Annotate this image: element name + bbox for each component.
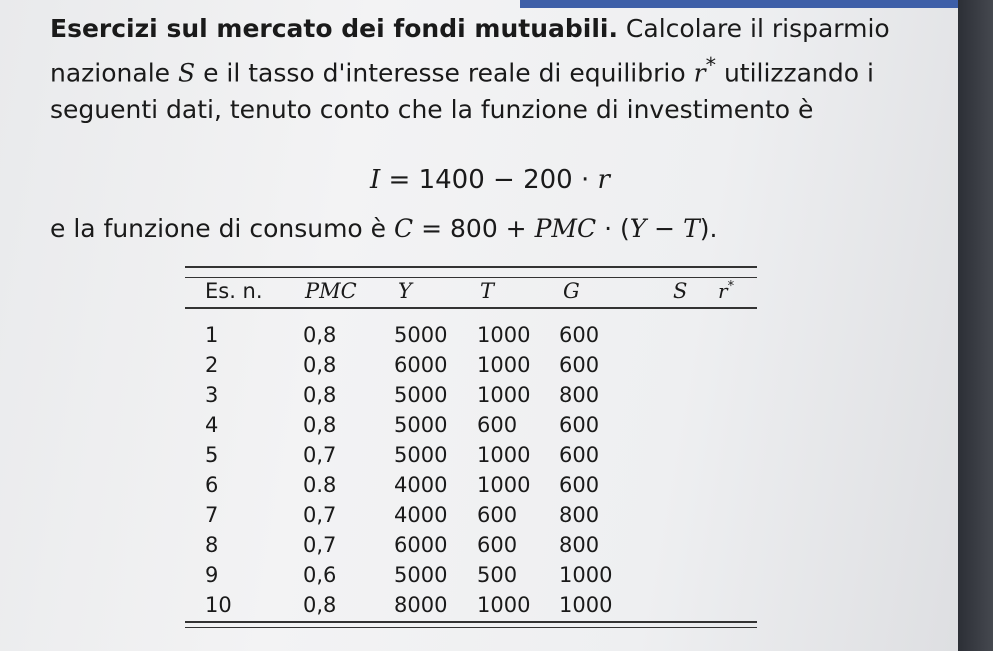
var-r-star: *: [705, 53, 716, 77]
cell-g: 600: [559, 353, 600, 377]
cell-g: 800: [559, 503, 600, 527]
cell-t: 1000: [477, 323, 531, 347]
cell-n: 1: [205, 323, 219, 347]
table-header-rule: [185, 307, 757, 309]
cell-pmc: 0,8: [303, 593, 337, 617]
cell-t: 1000: [477, 593, 531, 617]
cell-y: 5000: [394, 413, 448, 437]
cell-g: 1000: [559, 593, 613, 617]
header-y: [398, 279, 412, 303]
cell-n: 2: [205, 353, 219, 377]
cell-n: 3: [205, 383, 219, 407]
cell-g: 1000: [559, 563, 613, 587]
cell-g: 800: [559, 533, 600, 557]
formula-var: r: [597, 165, 610, 195]
cell-t: 1000: [477, 383, 531, 407]
header-s-label: S: [673, 279, 688, 303]
header-t: [480, 279, 494, 303]
header-r-star: *: [727, 279, 735, 294]
cell-y: 6000: [394, 353, 448, 377]
header-t-label: T: [480, 279, 495, 303]
cell-t: 500: [477, 563, 518, 587]
cell-pmc: 0,7: [303, 503, 337, 527]
consumo-close: ).: [699, 214, 718, 243]
cell-t: 1000: [477, 443, 531, 467]
header-es: Es. n.: [205, 279, 263, 303]
cell-g: 800: [559, 383, 600, 407]
cell-pmc: 0,6: [303, 563, 337, 587]
cell-g: 600: [559, 473, 600, 497]
cell-t: 1000: [477, 473, 531, 497]
header-r-label: r: [718, 279, 728, 303]
header-g: [563, 279, 580, 303]
cell-g: 600: [559, 323, 600, 347]
consumption-function: [50, 214, 717, 243]
cell-y: 5000: [394, 323, 448, 347]
consumo-y: Y: [629, 214, 647, 243]
header-r: [718, 279, 734, 303]
intro-text-2: e il tasso d'interesse reale di equilibrio: [203, 58, 686, 88]
cell-y: 5000: [394, 443, 448, 467]
cell-pmc: 0.8: [303, 473, 337, 497]
cell-y: 4000: [394, 503, 448, 527]
exercise-intro: [50, 10, 890, 128]
consumo-dot: · (: [596, 214, 630, 243]
cell-pmc: 0,7: [303, 443, 337, 467]
cell-y: 6000: [394, 533, 448, 557]
cell-pmc: 0,8: [303, 383, 337, 407]
table-top-rule: [185, 266, 757, 268]
header-pmc-label: PMC: [305, 279, 357, 303]
cell-n: 8: [205, 533, 219, 557]
header-g-label: G: [563, 279, 580, 303]
intro-text-1: Calcolare il risparmio nazionale: [50, 14, 890, 88]
cell-y: 4000: [394, 473, 448, 497]
cell-n: 9: [205, 563, 219, 587]
var-s: S: [177, 58, 196, 88]
header-s: [673, 279, 687, 303]
consumo-t: T: [683, 214, 700, 243]
cell-y: 5000: [394, 383, 448, 407]
intro-text-3: utilizzando i seguenti dati, tenuto conto che la funzione di investimento è: [50, 58, 874, 125]
consumo-eq: = 800 +: [421, 214, 535, 243]
consumo-pmc: PMC: [534, 214, 597, 243]
var-r: r: [693, 58, 706, 88]
cell-y: 5000: [394, 563, 448, 587]
formula-rhs: = 1400 − 200 ·: [388, 165, 598, 195]
table-bottom-rule-2: [185, 627, 757, 628]
cell-y: 8000: [394, 593, 448, 617]
cell-pmc: 0,7: [303, 533, 337, 557]
investment-function: [370, 165, 610, 195]
cell-g: 600: [559, 443, 600, 467]
table-top-rule-2: [185, 277, 757, 278]
cell-n: 10: [205, 593, 232, 617]
cell-t: 600: [477, 533, 518, 557]
consumo-c: C: [394, 214, 414, 243]
cell-n: 6: [205, 473, 219, 497]
cell-t: 600: [477, 503, 518, 527]
page-top-strip: [520, 0, 958, 8]
formula-lhs: I: [370, 165, 381, 195]
table-bottom-rule: [185, 621, 757, 623]
cell-t: 600: [477, 413, 518, 437]
header-pmc: [305, 279, 357, 303]
cell-g: 600: [559, 413, 600, 437]
cell-pmc: 0,8: [303, 413, 337, 437]
consumo-minus: −: [646, 214, 684, 243]
cell-t: 1000: [477, 353, 531, 377]
consumo-text: e la funzione di consumo è: [50, 214, 387, 243]
cell-n: 4: [205, 413, 219, 437]
cell-pmc: 0,8: [303, 323, 337, 347]
cell-n: 5: [205, 443, 219, 467]
cell-pmc: 0,8: [303, 353, 337, 377]
header-y-label: Y: [398, 279, 412, 303]
background-edge: [958, 0, 993, 651]
exercise-title: Esercizi sul mercato dei fondi mutuabili.: [50, 14, 618, 43]
cell-n: 7: [205, 503, 219, 527]
